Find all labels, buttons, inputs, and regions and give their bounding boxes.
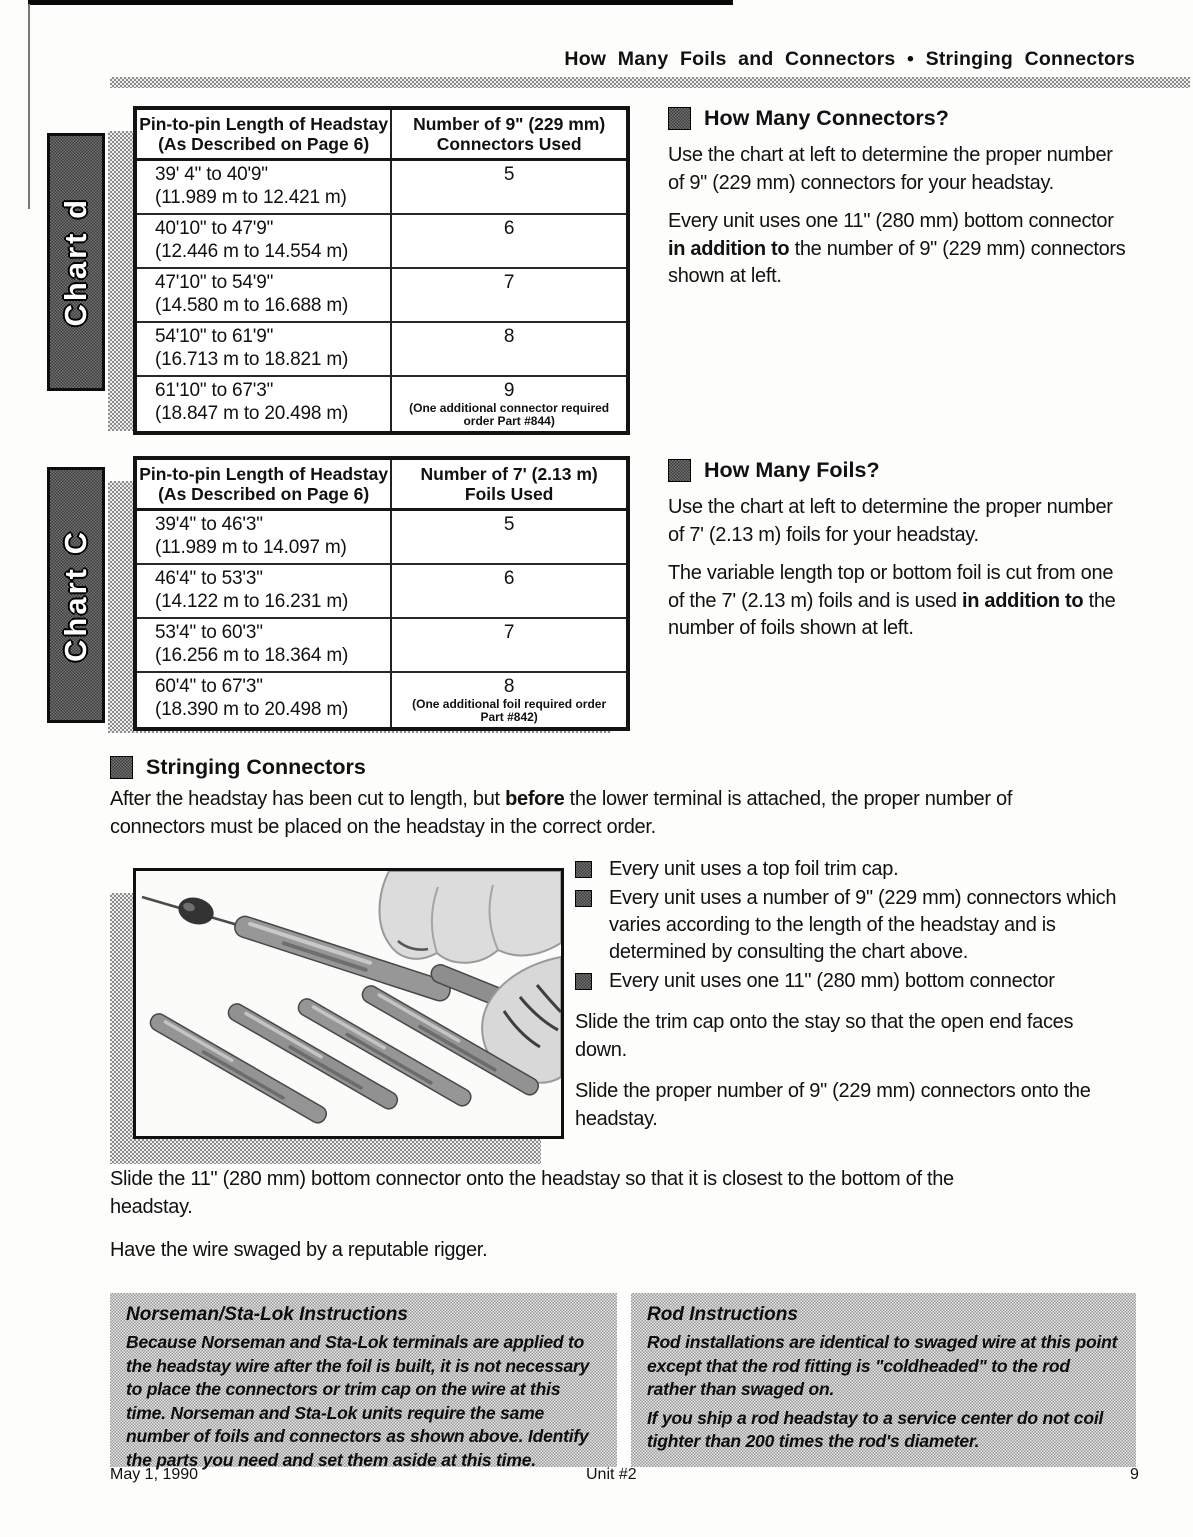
section-title: Stringing Connectors xyxy=(146,755,366,779)
table-row: 53'4" to 60'3" (16.256 m to 18.364 m) 7 xyxy=(137,618,626,672)
table-row: 39' 4" to 40'9" (11.989 m to 12.421 m) 5 xyxy=(137,160,626,215)
bullet-square-icon xyxy=(575,861,592,878)
section-marker-icon xyxy=(110,756,133,779)
norseman-stalok-instructions-box xyxy=(110,1293,617,1470)
list-item: Every unit uses one 11" (280 mm) bottom connector xyxy=(575,968,1123,995)
connectors-col2-header: Number of 9" (229 mm) Connectors Used xyxy=(391,110,626,160)
foils-col2-header: Number of 7' (2.13 m) Foils Used xyxy=(391,460,626,510)
scan-artifact-left-line xyxy=(28,4,30,209)
paragraph: Slide the 11" (280 mm) bottom connector onto the headstay so that it is closest to the bottom of the headstay. xyxy=(110,1168,954,1218)
box-body: Because Norseman and Sta-Lok terminals are applied to the headstay wire after the foil is built, it is not necessary to place the connectors or trim cap on the wire at this time. Norseman and Sta-Lok units require the same number of foils and connectors as shown above. Identify the parts you need and set them aside at this time. xyxy=(126,1332,590,1470)
section-marker-icon xyxy=(668,459,691,482)
box-title: Rod Instructions xyxy=(647,1304,798,1325)
connectors-table xyxy=(133,106,630,435)
table-row: 47'10" to 54'9" (14.580 m to 16.688 m) 7 xyxy=(137,268,626,322)
scan-artifact-top-bar xyxy=(28,0,733,5)
stringing-steps-column xyxy=(575,856,1123,1133)
section-stringing-connectors xyxy=(110,755,1095,841)
paragraph: The variable length top or bottom foil is cut from one of the 7' (2.13 m) foils and is used in addition to the number of foils shown at left. xyxy=(668,562,1116,639)
box-title: Norseman/Sta-Lok Instructions xyxy=(126,1304,408,1325)
section-how-many-foils xyxy=(668,458,1130,643)
section-title: How Many Connectors? xyxy=(704,106,949,130)
paragraph: Use the chart at left to determine the proper number of 9" (229 mm) connectors for your headstay. xyxy=(668,144,1113,194)
box-body: If you ship a rod headstay to a service center do not coil tighter than 200 times the rod's diameter. xyxy=(647,1407,1104,1451)
table-row: 40'10" to 47'9" (12.446 m to 14.554 m) 6 xyxy=(137,214,626,268)
paragraph: Slide the trim cap onto the stay so that the open end faces down. xyxy=(575,1011,1074,1061)
box-body: Rod installations are identical to swaged wire at this point except that the rod fitting is "coldheaded" to the rod rather than swaged on. xyxy=(647,1332,1118,1399)
paragraph: Every unit uses one 11" (280 mm) bottom connector in addition to the number of 9" (229 mm) connectors shown at left. xyxy=(668,210,1126,287)
bullet-square-icon xyxy=(575,890,592,907)
paragraph: Slide the proper number of 9" (229 mm) connectors onto the headstay. xyxy=(575,1080,1091,1130)
list-item: Every unit uses a top foil trim cap. xyxy=(575,856,1123,883)
paragraph: Use the chart at left to determine the proper number of 7' (2.13 m) foils for your headstay. xyxy=(668,496,1113,546)
section-how-many-connectors xyxy=(668,106,1130,291)
table-row: 46'4" to 53'3" (14.122 m to 16.231 m) 6 xyxy=(137,564,626,618)
rod-instructions-box xyxy=(631,1293,1136,1467)
bullet-square-icon xyxy=(575,973,592,990)
table-row: 60'4" to 67'3" (18.390 m to 20.498 m) 8 (One additional foil required order Part #842) xyxy=(137,672,626,727)
section-marker-icon xyxy=(668,107,691,130)
table-row: 39'4" to 46'3" (11.989 m to 14.097 m) 5 xyxy=(137,510,626,565)
photo-illustration xyxy=(136,871,561,1136)
list-item: Every unit uses a number of 9" (229 mm) connectors which varies according to the length of the headstay and is determined by consulting the chart above. xyxy=(575,885,1123,966)
footer-date: May 1, 1990 xyxy=(110,1466,199,1483)
page-header-title: How Many Foils and Connectors • Stringing Connectors xyxy=(564,48,1135,70)
footer-page-number: 9 xyxy=(1130,1466,1139,1483)
connector-stringing-photo xyxy=(133,868,564,1139)
tab-chart-d-label: Chart d xyxy=(58,197,93,327)
foils-table xyxy=(133,456,630,731)
footer-unit: Unit #2 xyxy=(586,1466,637,1483)
table-row: 61'10" to 67'3" (18.847 m to 20.498 m) 9 (One additional connector required order Part #844) xyxy=(137,376,626,431)
connectors-col1-header: Pin-to-pin Length of Headstay (As Described on Page 6) xyxy=(137,110,391,160)
section-title: How Many Foils? xyxy=(704,458,880,482)
header-divider xyxy=(110,77,1190,88)
paragraph: Have the wire swaged by a reputable rigger. xyxy=(110,1239,488,1261)
tab-chart-c xyxy=(47,467,105,723)
tab-chart-c-label: Chart C xyxy=(58,528,93,662)
tab-chart-d xyxy=(47,133,105,391)
foils-col1-header: Pin-to-pin Length of Headstay (As Described on Page 6) xyxy=(137,460,391,510)
table-row: 54'10" to 61'9" (16.713 m to 18.821 m) 8 xyxy=(137,322,626,376)
paragraph: After the headstay has been cut to length, but before the lower terminal is attached, the proper number of connectors must be placed on the headstay in the correct order. xyxy=(110,788,1013,838)
